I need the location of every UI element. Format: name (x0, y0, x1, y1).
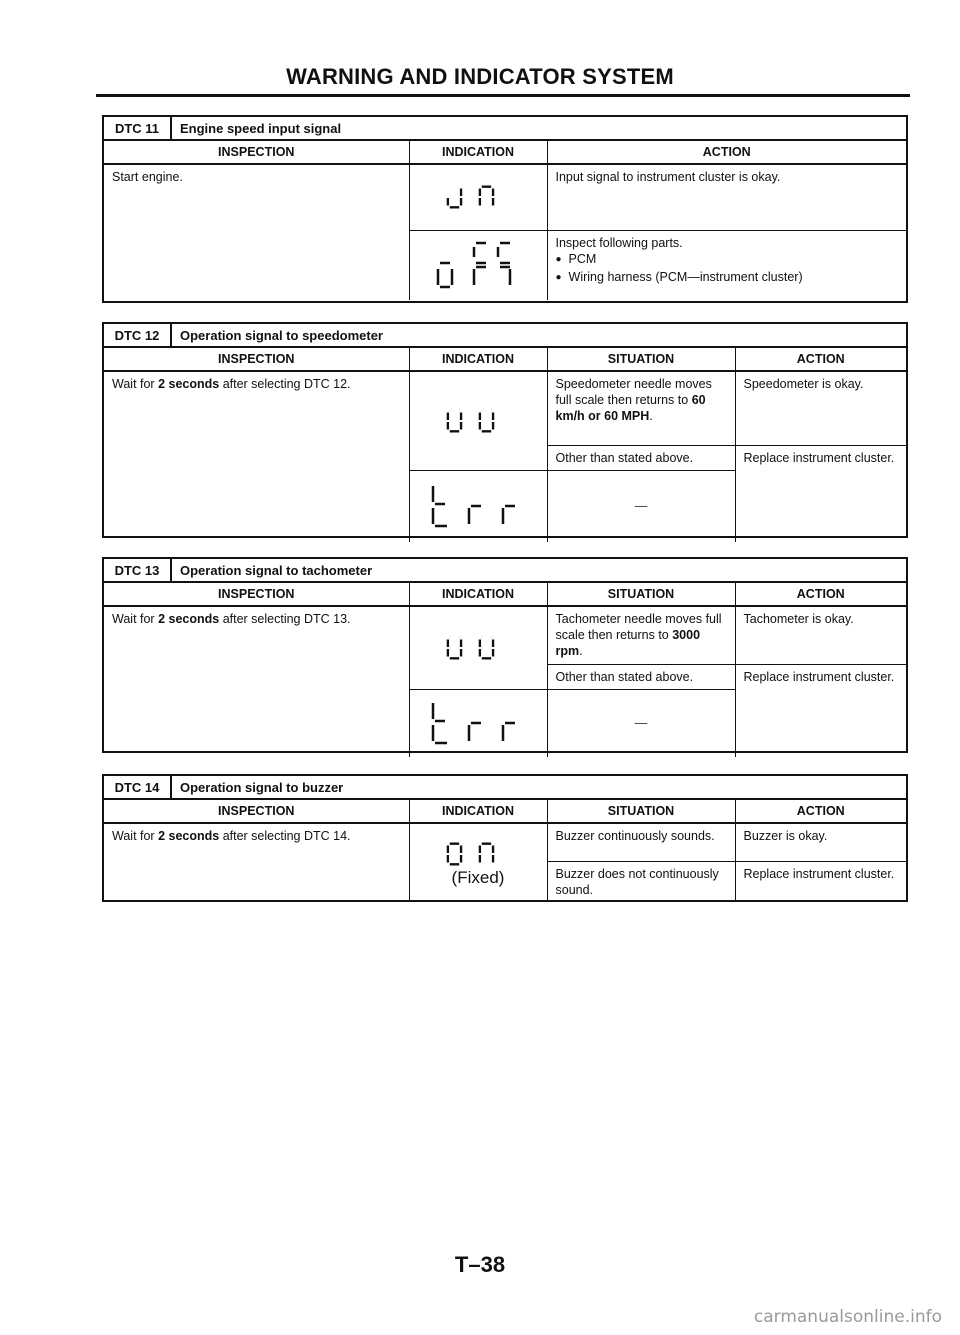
dtc14-inspection: Wait for 2 seconds after selecting DTC 14. (112, 829, 351, 843)
dtc11-inspect-label: Inspect following parts. (555, 235, 683, 250)
dtc11-col-action: ACTION (547, 141, 906, 164)
dtc14-grid (104, 800, 906, 902)
dtc11-indication-error (409, 230, 547, 300)
dtc11-code: DTC 11 (104, 117, 172, 139)
dtc12-col-action: ACTION (735, 348, 906, 371)
dtc12-action-ok: Speedometer is okay. (735, 371, 906, 445)
dtc12-col-indication: INDICATION (409, 348, 547, 371)
dtc14-action-replace: Replace instrument cluster. (735, 861, 906, 902)
dtc14-indication-note: (Fixed) (451, 867, 505, 887)
dtc13-situation-other: Other than stated above. (547, 664, 735, 689)
dtc13-header (104, 559, 906, 583)
dtc13-table (102, 557, 908, 753)
dtc14-action-ok: Buzzer is okay. (735, 823, 906, 861)
seven-segment-display-icon (446, 634, 510, 662)
dtc13-situation-err: — (547, 689, 735, 757)
dtc13-action-replace: Replace instrument cluster. (735, 664, 906, 757)
dtc12-col-situation: SITUATION (547, 348, 735, 371)
dtc14-header (104, 776, 906, 800)
dtc12-name: Operation signal to speedometer (180, 327, 383, 343)
dtc14-col-action: ACTION (735, 800, 906, 823)
dtc11-header (104, 117, 906, 141)
dtc14-name: Operation signal to buzzer (180, 779, 344, 795)
seven-segment-display-icon (431, 482, 525, 530)
dtc11-col-inspection: INSPECTION (104, 141, 409, 164)
dtc14-col-indication: INDICATION (409, 800, 547, 823)
list-item: ● PCM (556, 251, 899, 269)
seven-segment-display-icon (431, 699, 525, 747)
dtc13-name: Operation signal to tachometer (180, 562, 373, 578)
dtc13-col-inspection: INSPECTION (104, 583, 409, 606)
dtc11-indication-ok (409, 164, 547, 230)
seven-segment-display-icon (446, 183, 510, 211)
dtc13-situation-ok: Tachometer needle moves full scale then returns to 3000 rpm. (547, 606, 735, 664)
dtc13-code: DTC 13 (104, 559, 172, 581)
dtc11-grid (104, 141, 906, 300)
dtc14-situation-bad: Buzzer does not continuously sound. (547, 861, 735, 902)
dtc14-col-situation: SITUATION (547, 800, 735, 823)
dtc12-table (102, 322, 908, 538)
dtc13-col-situation: SITUATION (547, 583, 735, 606)
dtc12-indication-ok (409, 371, 547, 470)
page-number: T–38 (454, 1252, 506, 1277)
dtc11-parts-list (556, 251, 899, 287)
dtc12-situation-err: — (547, 470, 735, 542)
dtc14-table (102, 774, 908, 902)
dtc11-col-indication: INDICATION (409, 141, 547, 164)
dtc13-inspection: Wait for 2 seconds after selecting DTC 13. (112, 612, 351, 626)
dtc12-action-replace: Replace instrument cluster. (735, 445, 906, 542)
title-rule (96, 94, 910, 97)
dtc13-col-action: ACTION (735, 583, 906, 606)
seven-segment-display-icon (436, 239, 520, 291)
watermark: carmanualsonline.info (753, 1307, 942, 1327)
dtc12-situation-ok: Speedometer needle moves full scale then returns to 60 km/h or 60 MPH. (547, 371, 735, 445)
dtc14-situation-ok: Buzzer continuously sounds. (547, 823, 735, 861)
dtc14-code: DTC 14 (104, 776, 172, 798)
dtc14-indication (409, 823, 547, 902)
dtc11-name: Engine speed input signal (180, 120, 342, 136)
dtc12-col-inspection: INSPECTION (104, 348, 409, 371)
dtc12-inspection: Wait for 2 seconds after selecting DTC 12. (112, 377, 351, 391)
dtc12-situation-other: Other than stated above. (547, 445, 735, 470)
dtc11-action-inspect (547, 230, 906, 300)
dtc12-indication-err (409, 470, 547, 542)
dtc14-col-inspection: INSPECTION (104, 800, 409, 823)
dtc11-table (102, 115, 908, 303)
dtc12-header (104, 324, 906, 348)
seven-segment-display-icon (446, 840, 510, 868)
list-item: ● Wiring harness (PCM—instrument cluster) (556, 269, 899, 287)
dtc12-code: DTC 12 (104, 324, 172, 346)
page-title: WARNING AND INDICATOR SYSTEM (286, 64, 674, 89)
dtc11-inspection: Start engine. (112, 170, 183, 184)
dtc13-col-indication: INDICATION (409, 583, 547, 606)
dtc11-action-ok: Input signal to instrument cluster is okay. (547, 164, 906, 230)
dtc13-indication-ok (409, 606, 547, 689)
dtc13-action-ok: Tachometer is okay. (735, 606, 906, 664)
seven-segment-display-icon (446, 407, 510, 435)
dtc13-grid (104, 583, 906, 757)
dtc12-grid (104, 348, 906, 542)
dtc13-indication-err (409, 689, 547, 757)
